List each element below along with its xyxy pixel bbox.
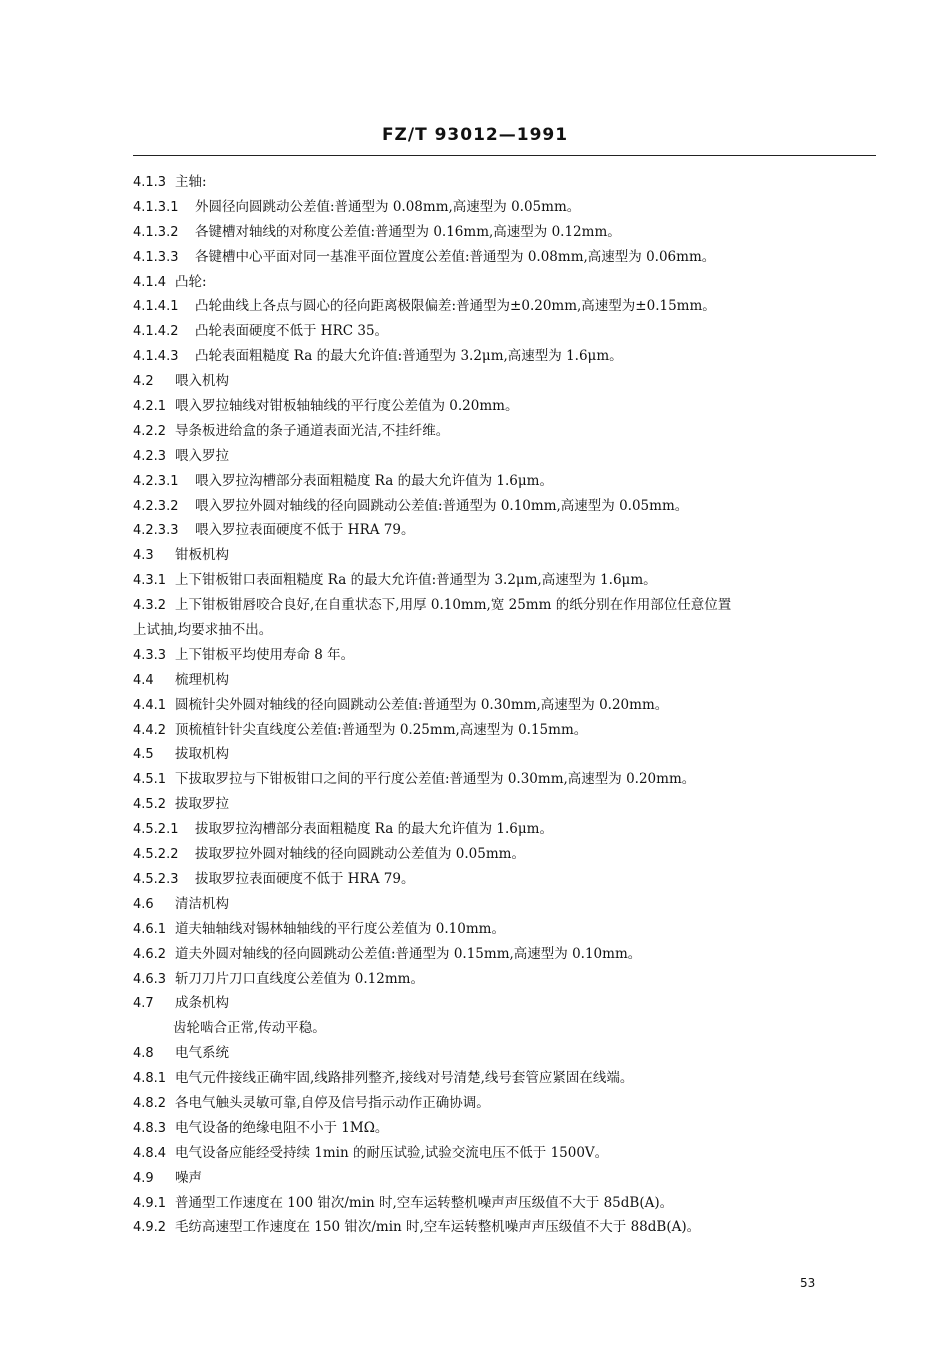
clause-line bbox=[133, 270, 878, 295]
clause-line bbox=[133, 718, 878, 743]
clause-text: 外圆径向圆跳动公差值:普通型为 0.08mm,高速型为 0.05mm。 bbox=[195, 198, 581, 215]
clause-text: 喂入罗拉轴线对钳板轴轴线的平行度公差值为 0.20mm。 bbox=[175, 398, 519, 415]
clause-text: 毛纺高速型工作速度在 150 钳次/min 时,空车运转整机噪声声压级值不大于 88dB(A)。 bbox=[175, 1219, 701, 1236]
clause-number: 4.8.3 bbox=[133, 1120, 167, 1136]
clause-line bbox=[133, 1016, 878, 1041]
page-number: 53 bbox=[800, 1276, 816, 1290]
clause-number: 4.2 bbox=[133, 374, 154, 390]
clause-text: 上下钳板钳唇咬合良好,在自重状态下,用厚 0.10mm,宽 25mm 的纸分别在作用部位任意位置 bbox=[175, 597, 732, 614]
clause-text: 各键槽对轴线的对称度公差值:普通型为 0.16mm,高速型为 0.12mm。 bbox=[195, 223, 621, 240]
clause-text: 顶梳植针针尖直线度公差值:普通型为 0.25mm,高速型为 0.15mm。 bbox=[175, 721, 588, 738]
clause-number: 4.8.2 bbox=[133, 1095, 167, 1111]
clause-line bbox=[133, 917, 878, 942]
clause-number: 4.1.3 bbox=[133, 175, 167, 190]
clause-line bbox=[133, 245, 878, 270]
clause-line bbox=[133, 469, 878, 494]
clause-number: 4.3.3 bbox=[133, 647, 167, 663]
clause-line bbox=[133, 1066, 878, 1091]
clause-number: 4.1.3.1 bbox=[133, 199, 179, 215]
clause-text: 电气元件接线正确牢固,线路排列整齐,接线对号清楚,线号套管应紧固在线端。 bbox=[175, 1070, 634, 1087]
clause-line bbox=[133, 1166, 878, 1191]
clause-number: 4.1.3.2 bbox=[133, 224, 179, 240]
clause-text: 电气设备应能经受持续 1min 的耐压试验,试验交流电压不低于 1500V。 bbox=[175, 1144, 609, 1161]
clause-line bbox=[133, 942, 878, 967]
clause-number: 4.6.1 bbox=[133, 921, 167, 937]
clause-line bbox=[133, 742, 878, 767]
clause-line bbox=[133, 817, 878, 842]
clause-number: 4.4.2 bbox=[133, 722, 167, 738]
clause-line bbox=[133, 369, 878, 394]
clause-number: 4.4.1 bbox=[133, 697, 167, 713]
clause-number: 4.5 bbox=[133, 747, 154, 763]
clause-line bbox=[133, 419, 878, 444]
clause-text: 圆梳针尖外圆对轴线的径向圆跳动公差值:普通型为 0.30mm,高速型为 0.20mm。 bbox=[175, 696, 669, 713]
clause-line bbox=[133, 494, 878, 519]
clause-line bbox=[133, 892, 878, 917]
clause-number: 4.2.3.3 bbox=[133, 523, 179, 539]
clause-text: 普通型工作速度在 100 钳次/min 时,空车运转整机噪声声压级值不大于 85dB(A)。 bbox=[175, 1194, 674, 1211]
clause-text: 拔取罗拉沟槽部分表面粗糙度 Ra 的最大允许值为 1.6μm。 bbox=[195, 821, 553, 838]
clause-text: 电气设备的绝缘电阻不小于 1MΩ。 bbox=[175, 1119, 389, 1136]
clause-line bbox=[133, 294, 878, 319]
clause-line bbox=[133, 991, 878, 1016]
clause-text: 上试抽,均要求抽不出。 bbox=[133, 622, 273, 639]
clause-line bbox=[133, 643, 878, 668]
clause-line bbox=[133, 1215, 878, 1240]
clause-text: 拔取罗拉表面硬度不低于 HRA 79。 bbox=[195, 870, 415, 887]
clause-number: 4.2.2 bbox=[133, 423, 167, 439]
clause-text: 噪声 bbox=[175, 1169, 202, 1186]
header-rule bbox=[133, 155, 876, 156]
clause-text: 上下钳板钳口表面粗糙度 Ra 的最大允许值:普通型为 3.2μm,高速型为 1.6μm。 bbox=[175, 572, 657, 589]
clause-number: 4.1.4.2 bbox=[133, 324, 179, 340]
clause-line bbox=[133, 967, 878, 992]
clause-number: 4.1.3.3 bbox=[133, 249, 179, 265]
clause-line bbox=[133, 195, 878, 220]
clause-number: 4.2.1 bbox=[133, 399, 167, 415]
clause-number: 4.8 bbox=[133, 1046, 154, 1062]
clause-text: 拔取罗拉外圆对轴线的径向圆跳动公差值为 0.05mm。 bbox=[195, 846, 525, 863]
clause-line bbox=[133, 220, 878, 245]
clause-line bbox=[133, 394, 878, 419]
clause-text: 拔取罗拉 bbox=[175, 796, 229, 813]
clause-text: 喂入罗拉外圆对轴线的径向圆跳动公差值:普通型为 0.10mm,高速型为 0.05mm。 bbox=[195, 497, 689, 514]
clause-number: 4.5.2 bbox=[133, 797, 167, 813]
clause-number: 4.3.1 bbox=[133, 573, 167, 589]
clause-line bbox=[133, 867, 878, 892]
clause-text: 凸轮: bbox=[175, 273, 207, 290]
clause-number: 4.2.3 bbox=[133, 448, 167, 464]
clause-text: 喂入机构 bbox=[175, 373, 229, 390]
clause-number: 4.8.1 bbox=[133, 1071, 167, 1087]
standard-code-header: FZ/T 93012—1991 bbox=[381, 125, 569, 145]
clause-text: 梳理机构 bbox=[175, 671, 229, 688]
clause-number: 4.1.4.3 bbox=[133, 349, 179, 365]
clause-line bbox=[133, 1141, 878, 1166]
clause-number: 4.5.2.1 bbox=[133, 822, 179, 838]
clause-text: 钳板机构 bbox=[175, 547, 229, 564]
clause-text: 斩刀刀片刀口直线度公差值为 0.12mm。 bbox=[175, 970, 424, 987]
clause-line bbox=[133, 1116, 878, 1141]
clause-line bbox=[133, 618, 878, 643]
clause-text: 电气系统 bbox=[175, 1045, 229, 1062]
clause-text: 成条机构 bbox=[175, 995, 229, 1012]
body-text bbox=[133, 170, 878, 1240]
clause-line bbox=[133, 319, 878, 344]
clause-number: 4.4 bbox=[133, 672, 154, 688]
clause-text: 导条板进给盒的条子通道表面光洁,不挂纤维。 bbox=[175, 422, 450, 439]
clause-line bbox=[133, 792, 878, 817]
clause-number: 4.5.2.3 bbox=[133, 871, 179, 887]
clause-line bbox=[133, 1191, 878, 1216]
clause-number: 4.6.3 bbox=[133, 971, 167, 987]
clause-line bbox=[133, 842, 878, 867]
clause-line bbox=[133, 593, 878, 618]
clause-number: 4.6.2 bbox=[133, 946, 167, 962]
clause-line bbox=[133, 444, 878, 469]
clause-line bbox=[133, 693, 878, 718]
clause-text: 喂入罗拉沟槽部分表面粗糙度 Ra 的最大允许值为 1.6μm。 bbox=[195, 472, 553, 489]
clause-text: 凸轮曲线上各点与圆心的径向距离极限偏差:普通型为±0.20mm,高速型为±0.15mm。 bbox=[195, 298, 716, 315]
clause-text: 清洁机构 bbox=[175, 895, 229, 912]
clause-text: 拔取机构 bbox=[175, 746, 229, 763]
clause-line bbox=[133, 568, 878, 593]
clause-number: 4.5.1 bbox=[133, 772, 167, 788]
clause-number: 4.3.2 bbox=[133, 598, 167, 614]
clause-line bbox=[133, 344, 878, 369]
clause-line bbox=[133, 170, 878, 195]
clause-text: 喂入罗拉 bbox=[175, 447, 229, 464]
clause-number: 4.1.4 bbox=[133, 274, 167, 290]
clause-text: 道夫轴轴线对锡林轴轴线的平行度公差值为 0.10mm。 bbox=[175, 920, 505, 937]
clause-number: 4.9.1 bbox=[133, 1195, 167, 1211]
clause-text: 上下钳板平均使用寿命 8 年。 bbox=[175, 646, 355, 663]
clause-number: 4.9.2 bbox=[133, 1220, 167, 1236]
clause-number: 4.5.2.2 bbox=[133, 847, 179, 863]
clause-text: 齿轮啮合正常,传动平稳。 bbox=[173, 1020, 326, 1037]
clause-line bbox=[133, 518, 878, 543]
clause-line bbox=[133, 543, 878, 568]
clause-line bbox=[133, 1091, 878, 1116]
clause-text: 各电气触头灵敏可靠,自停及信号指示动作正确协调。 bbox=[175, 1094, 490, 1111]
clause-text: 凸轮表面粗糙度 Ra 的最大允许值:普通型为 3.2μm,高速型为 1.6μm。 bbox=[195, 348, 623, 365]
clause-text: 道夫外圆对轴线的径向圆跳动公差值:普通型为 0.15mm,高速型为 0.10mm。 bbox=[175, 945, 642, 962]
clause-text: 凸轮表面硬度不低于 HRC 35。 bbox=[195, 323, 389, 340]
clause-text: 下拔取罗拉与下钳板钳口之间的平行度公差值:普通型为 0.30mm,高速型为 0.20mm。 bbox=[175, 771, 696, 788]
clause-number: 4.9 bbox=[133, 1170, 154, 1186]
clause-number: 4.6 bbox=[133, 896, 154, 912]
clause-line bbox=[133, 1041, 878, 1066]
clause-number: 4.7 bbox=[133, 996, 154, 1012]
clause-number: 4.3 bbox=[133, 548, 154, 564]
clause-number: 4.2.3.2 bbox=[133, 498, 179, 514]
clause-number: 4.1.4.1 bbox=[133, 299, 179, 315]
clause-text: 各键槽中心平面对同一基准平面位置度公差值:普通型为 0.08mm,高速型为 0.06mm。 bbox=[195, 248, 716, 265]
clause-number: 4.8.4 bbox=[133, 1145, 167, 1161]
clause-line bbox=[133, 668, 878, 693]
clause-text: 喂入罗拉表面硬度不低于 HRA 79。 bbox=[195, 522, 415, 539]
clause-number: 4.2.3.1 bbox=[133, 473, 179, 489]
clause-text: 主轴: bbox=[175, 174, 207, 190]
clause-line bbox=[133, 767, 878, 792]
